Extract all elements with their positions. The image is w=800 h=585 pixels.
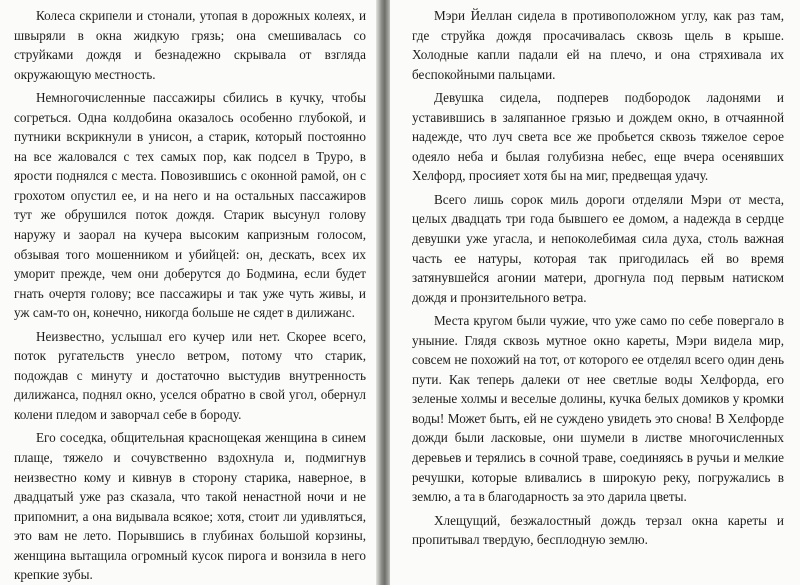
paragraph: Колеса скрипели и стонали, утопая в дорожных колеях, и швыряли в окна жидкую грязь; она смешивалась со струйками дождя и безнадежно скрывала от взгляда окружающую местность.: [14, 8, 366, 82]
paragraph: Всего лишь сорок миль дороги отделяли Мэри от места, целых двадцать три года бывшего ее домом, а надежда в сердце девушки уже угасла, и непоколебимая сила духа, столь важная часть ее натуры, которая так пригодилась ей во время затянувшейся агонии матери, дрогнула под первым натиском дождя и пронзительного ветра.: [412, 191, 784, 305]
paragraph: Его соседка, общительная краснощекая женщина в синем плаще, тяжело и сочувственно вздохнула и, подмигнув неизвестно кому и кивнув в сторону старика, наверное, в двадцатый уже раз сказала, что такой ненастной ночи и не припомнит, а она видывала всякое; хотя, стоит ли удивляться, это вам не лето. Порывшись в глубинах большой корзины, женщина вытащила огромный кусок пирога и вонзила в него крепкие зубы.: [14, 430, 366, 583]
paragraph: Девушка сидела, подперев подбородок ладонями и уставившись в заляпанное грязью и дождем окно, в отчаянной надежде, что луч света все же пробьется сквозь тяжелое серое одеяло неба и былая голубизна небес, еще вчера осенявших Хелфорд, просияет хотя бы на миг, предвещая удачу.: [412, 90, 784, 184]
left-page: [0, 0, 378, 585]
paragraph: Хлещущий, безжалостный дождь терзал окна кареты и пропитывал твердую, бесплодную землю.: [412, 512, 784, 548]
paragraph: Неизвестно, услышал его кучер или нет. Скорее всего, поток ругательств унесло ветром, потому что старик, подождав с минуту и достаточно выстудив внутренность дилижанса, поднял окно, уселся обратно в свой угол, обернул колени пледом и заворчал себе в бороду.: [14, 328, 366, 422]
right-page: [390, 0, 800, 585]
paragraph: Немногочисленные пассажиры сбились в кучку, чтобы согреться. Одна колдобина оказалось особенно глубокой, и путники вскрикнули в унисон, а старик, который постоянно на все жаловался с тех самых пор, как подсел в Труро, в ярости поднялся с места. Повозившись с оконной рамой, он с грохотом опустил ее, и на него и на остальных пассажиров тут же обрушился поток дождя. Старик высунул голову наружу и заорал на кучера высоким капризным голосом, обзывая того мошенником и убийцей: он, дескать, всех их уморит прежде, чем они доберутся до Бодмина, если будет гнать очертя голову; все пассажиры и так уже чуть живы, и уж сам-то он, конечно, никогда больше не сядет в дилижанс.: [14, 90, 366, 321]
right-page-text: [412, 6, 784, 554]
paragraph: Мэри Йеллан сидела в противоположном углу, как раз там, где струйка дождя просачивалась сквозь щель в крыше. Холодные капли падали ей на плечо, и она стряхивала их беспокойными пальцами.: [412, 8, 784, 82]
paragraph: Места кругом были чужие, что уже само по себе повергало в уныние. Глядя сквозь мутное окно кареты, Мэри видела мир, совсем не похожий на тот, от которого ее отделял всего один день пути. Как теперь далеки от нее светлые воды Хелфорда, его зеленые холмы и веселые долины, кучка белых домиков у кромки воды! Может быть, ей не суждено увидеть это снова! В Хелфорде дожди были ласковые, они шумели в листве многочисленных деревьев и терялись в сочной траве, соединяясь в ручьи и мелкие речушки, которые вливались в широкую реку, погружались в землю, а та в благодарность за это дарила цветы.: [412, 313, 784, 505]
left-page-text: [14, 6, 366, 585]
